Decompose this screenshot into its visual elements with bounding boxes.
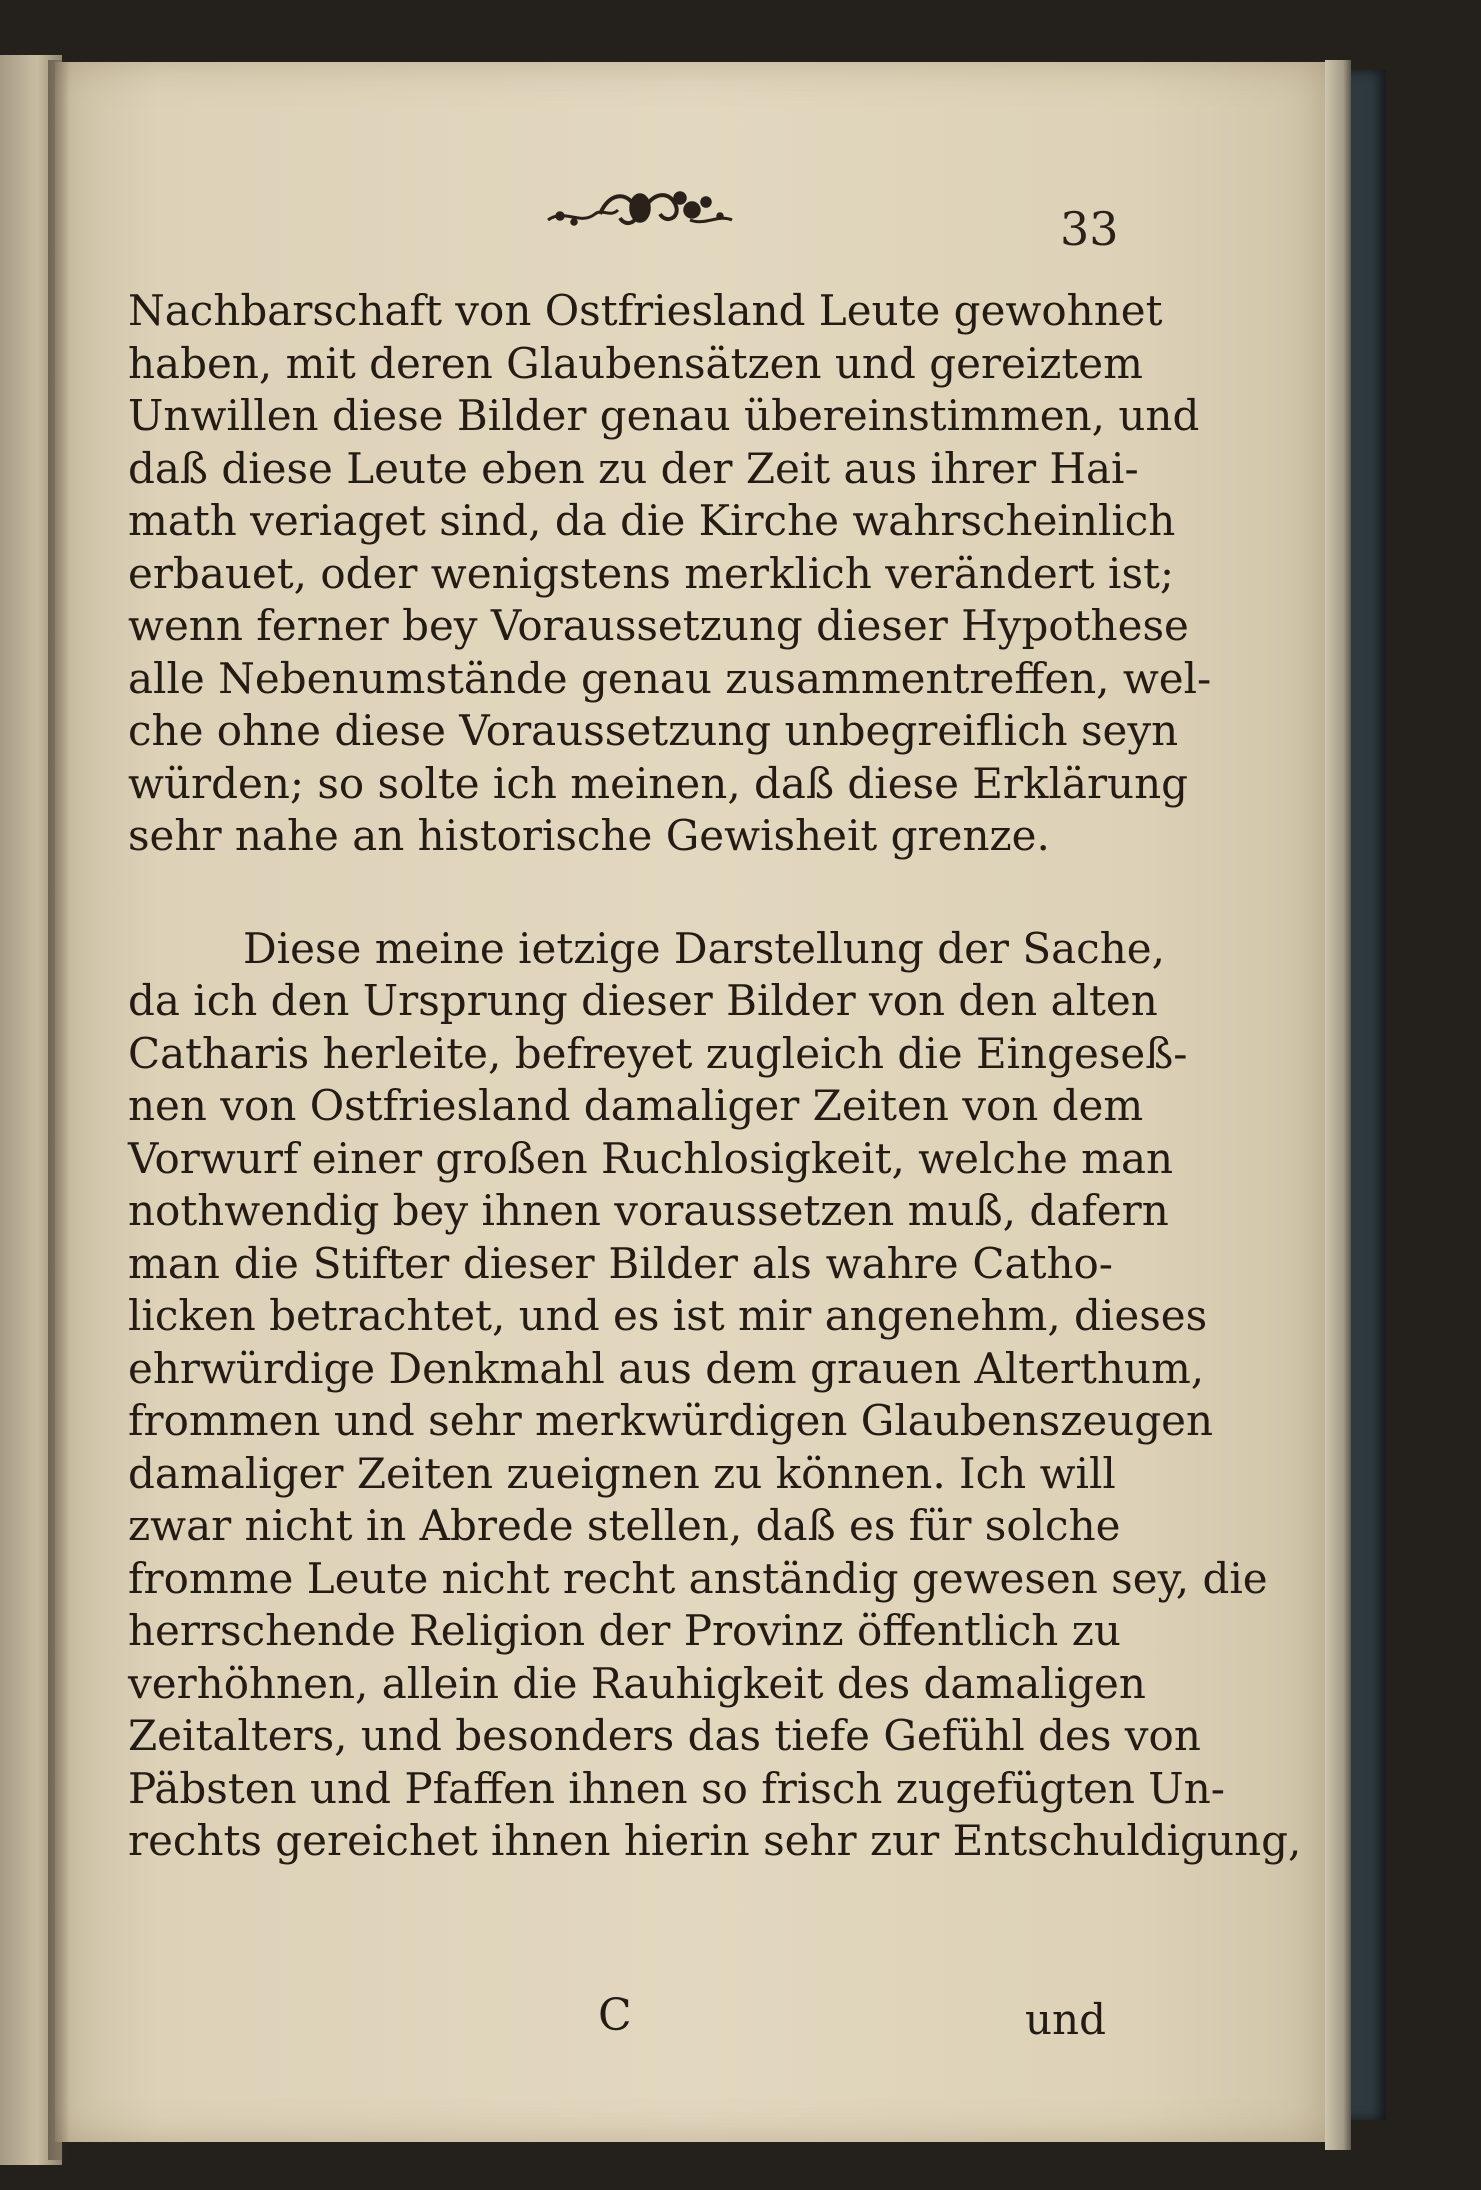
text-line: Diese meine ietzige Darstellung der Sache, [243,923,1165,973]
text-line: alle Nebenumstände genau zusammentreffen, wel- [128,653,1212,703]
catchword: und [1025,1995,1106,2044]
text-line: che ohne diese Voraussetzung unbegreiflich seyn [128,706,1179,755]
text-line: nothwendig bey ihnen voraussetzen muß, dafern [128,1186,1169,1235]
floral-vignette-icon [540,180,740,240]
text-line: würden; so solte ich meinen, daß diese Erklärung [128,758,1189,808]
text-line: haben, mit deren Glaubensätzen und gereiztem [128,338,1143,388]
text-line: fromme Leute nicht recht anständig gewesen sey, die [128,1553,1268,1603]
text-line: Unwillen diese Bilder genau übereinstimmen, und [128,391,1200,440]
text-line: herrschende Religion der Provinz öffentlich zu [128,1606,1121,1655]
text-line: daß diese Leute eben zu der Zeit aus ihrer Hai- [128,443,1139,493]
text-line: Vorwurf einer großen Ruchlosigkeit, welche man [128,1133,1174,1183]
text-line: Zeitalters, und besonders das tiefe Gefühl des von [128,1711,1201,1760]
text-line: Päbsten und Pfaffen ihnen so frisch zugefügten Un- [128,1763,1225,1813]
text-line: erbauet, oder wenigstens merklich verändert ist; [128,548,1175,598]
text-line: verhöhnen, allein die Rauhigkeit des damaligen [128,1658,1146,1708]
text-line: Nachbarschaft von Ostfriesland Leute gewohnet [128,286,1163,335]
paragraph-2 [128,923,1302,1868]
paragraph-1 [128,285,1212,863]
text-line: Catharis herleite, befreyet zugleich die Eingeseß- [128,1028,1188,1078]
text-line: da ich den Ursprung dieser Bilder von den alten [128,976,1158,1025]
text-line: licken betrachtet, und es ist mir angenehm, dieses [128,1291,1208,1340]
text-line: ehrwürdige Denkmahl aus dem grauen Alterthum, [128,1343,1205,1393]
text-line: math veriaget sind, da die Kirche wahrscheinlich [128,496,1176,545]
text-line: damaliger Zeiten zueignen zu können. Ich will [128,1448,1116,1498]
text-line: zwar nicht in Abrede stellen, daß es für solche [128,1501,1121,1550]
signature-mark: C [598,1990,632,2041]
page-block-edge [1325,60,1351,2150]
text-line: rechts gereichet ihnen hierin sehr zur Entschuldigung, [128,1816,1302,1865]
text-line: nen von Ostfriesland damaliger Zeiten von dem [128,1081,1144,1130]
book-gutter [48,60,70,2160]
text-line: frommen und sehr merkwürdigen Glaubenszeugen [128,1396,1214,1445]
text-line: sehr nahe an historische Gewisheit grenze. [128,811,1050,860]
page-number: 33 [1060,202,1119,256]
body-text [128,285,1302,1868]
text-line: man die Stifter dieser Bilder als wahre Catho- [128,1238,1113,1288]
text-line: wenn ferner bey Voraussetzung dieser Hypothese [128,601,1189,650]
